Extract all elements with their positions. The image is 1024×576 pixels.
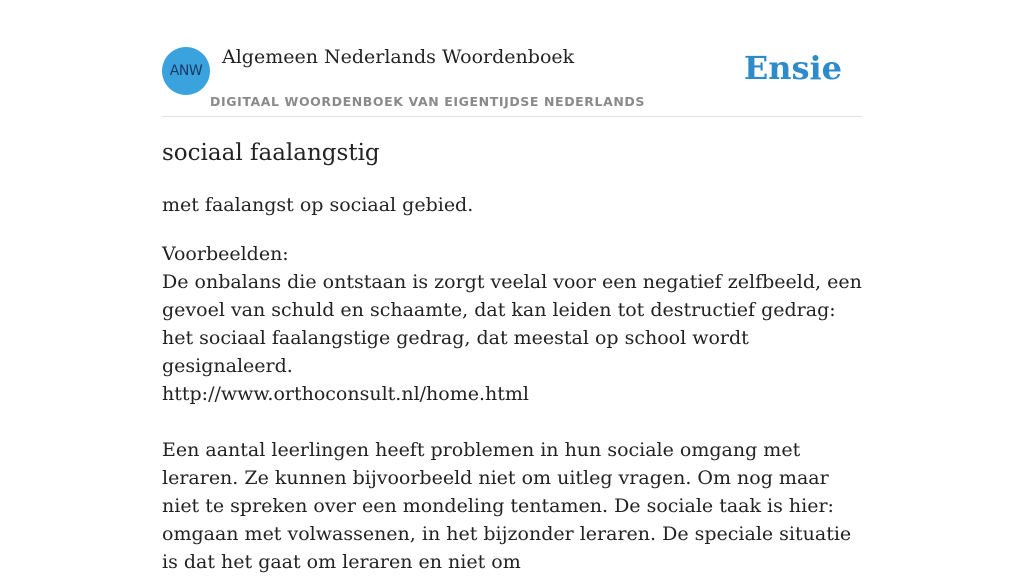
site-title[interactable]: Algemeen Nederlands Woordenboek [222,46,575,68]
site-subtitle: DIGITAAL WOORDENBOEK VAN EIGENTIJDSE NEDERLANDS [210,94,646,109]
example-source: http://www.orthoconsult.nl/home.html [162,383,529,405]
definition: met faalangst op sociaal gebied. [162,194,474,216]
site-header [162,0,862,117]
page-title: sociaal faalangstig [162,140,380,166]
anw-logo[interactable] [162,47,210,95]
examples-label: Voorbeelden: [162,243,289,265]
spacer [162,408,862,436]
logo-text: ANW [169,63,203,79]
examples-section [162,240,862,576]
example-text: Een aantal leerlingen heeft problemen in hun sociale omgang met leraren. Ze kunnen bijvoorbeeld niet om uitleg vragen. Om nog maar niet te spreken over een mondeling tentamen. De sociale taak is hier: omgaan met volwassenen, in het bijzonder leraren. De speciale situatie is dat het gaat om leraren en niet om [162,439,852,573]
page-container [162,0,862,573]
example-text: De onbalans die ontstaan is zorgt veelal voor een negatief zelfbeeld, een gevoel van schuld en schaamte, dat kan leiden tot destructief gedrag: het sociaal faalangstige gedrag, dat meestal op school wordt gesignaleerd. [162,271,862,377]
ensie-brand-link[interactable]: Ensie [743,49,842,87]
